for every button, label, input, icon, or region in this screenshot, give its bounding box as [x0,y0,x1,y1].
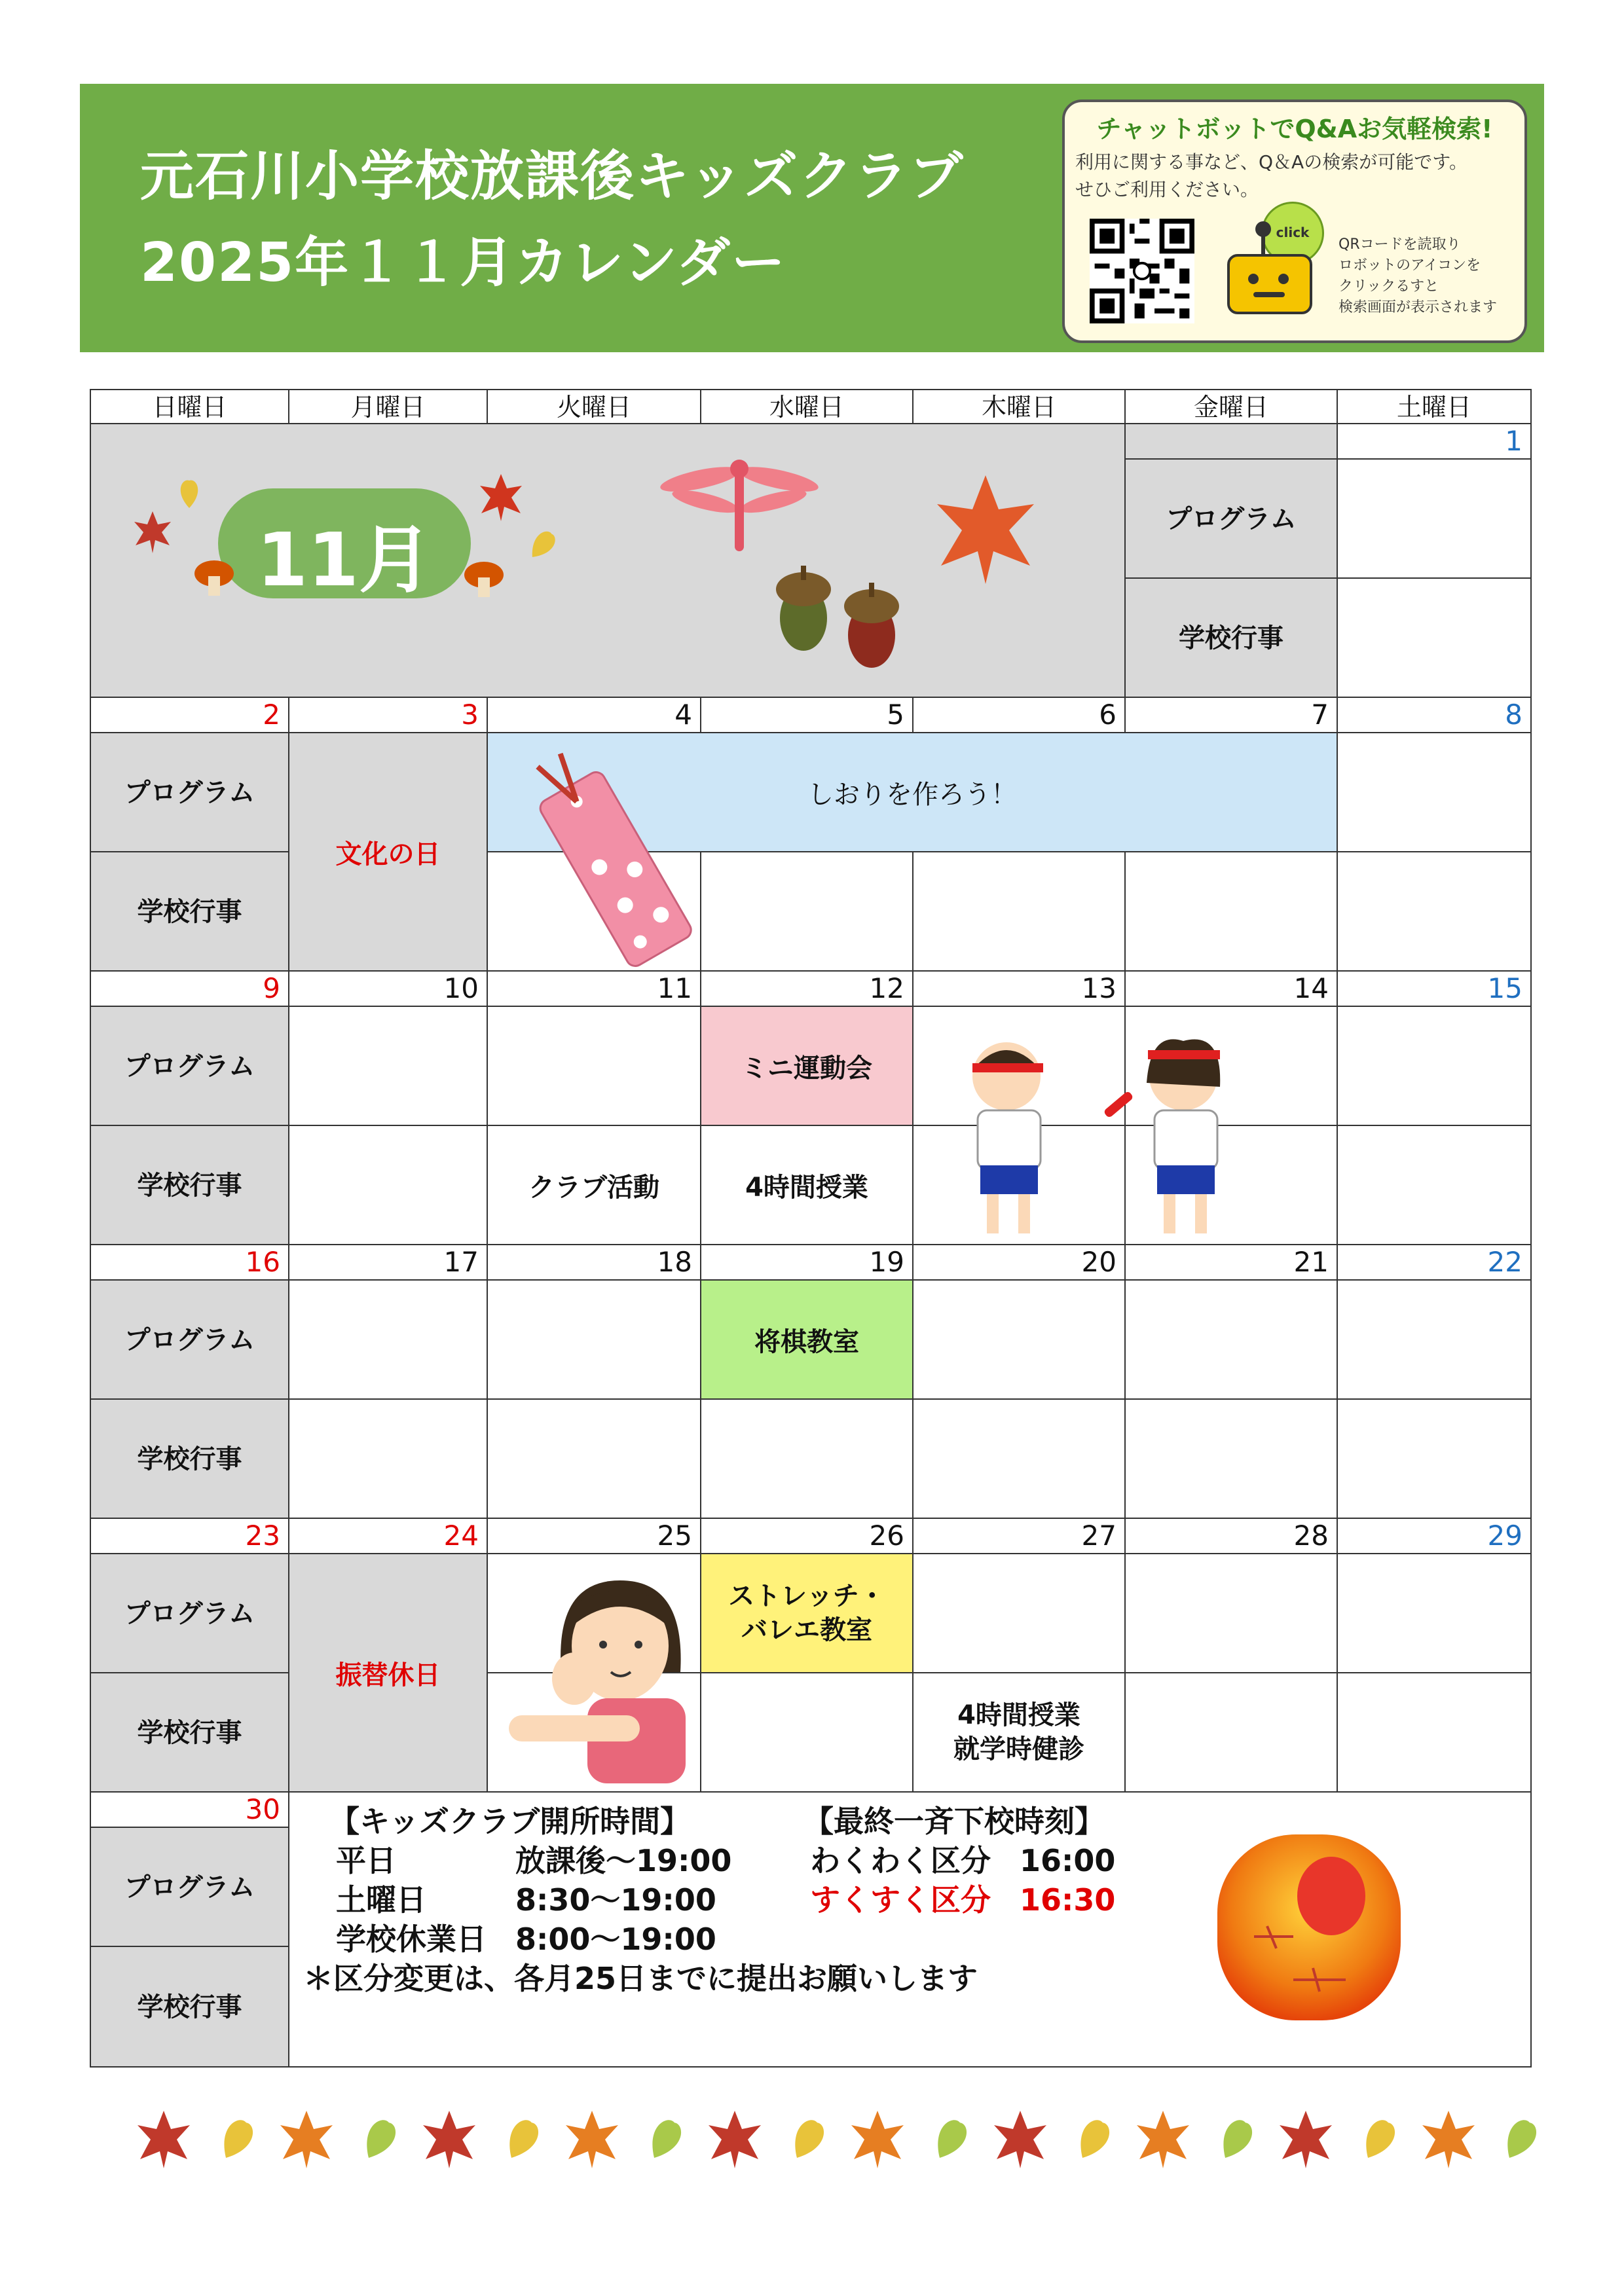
school-event-cell [288,1125,488,1245]
date-27: 27 [912,1518,1126,1554]
program-event-line1: ストレッチ・ [728,1581,885,1611]
bookmark-illustration [535,748,705,970]
row-label-program: プログラム [90,1006,289,1126]
mushroom-icon [464,562,504,597]
program-cell [912,1279,1126,1400]
date-7: 7 [1124,697,1338,733]
holiday-event: 振替休日 [288,1553,488,1793]
program-event: 将棋教室 [700,1279,913,1400]
school-event: クラブ活動 [487,1125,701,1245]
dismissal-label: すくすく区分 [810,1882,991,1918]
program-event: ミニ運動会 [700,1006,913,1126]
program-cell [1124,1553,1338,1673]
stretching-woman-illustration [509,1574,705,1783]
ginkgo-leaf-icon [1071,2116,1114,2164]
program-cell [487,1279,701,1400]
row-label-school: 学校行事 [90,1125,289,1245]
program-event [700,1553,913,1673]
autumn-illustration [90,423,1124,698]
program-cell [487,1006,701,1126]
school-event-cell [700,851,913,972]
maple-leaf-icon [937,475,1034,584]
weekday-wed: 水曜日 [700,389,913,424]
date-10: 10 [288,970,488,1007]
page-title: 元石川小学校放課後キッズクラブ [140,145,965,208]
date-21: 21 [1124,1244,1338,1281]
ginkgo-leaf-icon [181,480,198,508]
sunset-dragonfly-illustration [1215,1828,1405,2024]
date-9: 9 [90,970,289,1007]
mushroom-icon [194,560,234,596]
date-16: 16 [90,1244,289,1281]
chatbot-instruction-3: クリックるすと [1338,278,1439,295]
row-label-program: プログラム [90,1279,289,1400]
maple-leaf-icon [1422,2111,1475,2168]
maple-leaf-icon [138,2111,190,2168]
date-1: 1 [1337,423,1532,460]
school-event [912,1672,1126,1793]
maple-leaf-icon [709,2111,761,2168]
month-badge-text: 11月 [257,518,432,603]
weekday-sat: 土曜日 [1337,389,1532,424]
date-4: 4 [487,697,701,733]
date-3: 3 [288,697,488,733]
maple-leaf-icon [134,511,171,553]
school-event-cell [1337,1398,1532,1519]
weekday-sun: 日曜日 [90,389,289,424]
date-13: 13 [912,970,1126,1007]
school-event-cell [700,1672,913,1793]
robot-antenna [1261,230,1265,254]
date-2: 2 [90,697,289,733]
date-5: 5 [700,697,913,733]
date-12: 12 [700,970,913,1007]
runner-girl-icon [1103,1039,1220,1233]
school-event-cell [288,1398,488,1519]
weekday-mon: 月曜日 [288,389,488,424]
school-event-cell [487,1398,701,1519]
row-label-program: プログラム [1124,458,1338,579]
chatbot-instruction-2: ロボットのアイコンを [1338,257,1481,274]
maple-leaf-icon [280,2111,333,2168]
date-20: 20 [912,1244,1126,1281]
chatbot-desc-2: せひご利用ください。 [1075,179,1259,200]
leaf-border-decoration [144,2102,1545,2180]
school-event-cell [1337,851,1532,972]
chatbot-title: チャットボットでQ&Aお気軽検索! [1096,115,1493,143]
chatbot-box [1062,100,1527,343]
qr-code-icon[interactable] [1090,219,1194,323]
row-label-school: 学校行事 [90,851,289,972]
school-event-cell [1337,1672,1532,1793]
school-event-cell [1124,1398,1338,1519]
runner-boy-icon [972,1042,1043,1233]
page-subtitle: 2025年１１月カレンダー [140,232,786,294]
hours-label: 土曜日 [336,1882,426,1918]
robot-icon[interactable] [1227,254,1312,314]
school-event-cell [1337,577,1532,698]
school-event-line1: 4時間授業 [957,1700,1080,1730]
date-6: 6 [912,697,1126,733]
chatbot-instruction-1: QRコードを読取り [1338,236,1461,253]
date-28: 28 [1124,1518,1338,1554]
date-25: 25 [487,1518,701,1554]
row-label-program: プログラム [90,1553,289,1673]
row-label-school: 学校行事 [90,1946,289,2068]
hours-title: 【キッズクラブ開所時間】 [329,1804,691,1839]
school-event-cell [912,1398,1126,1519]
ginkgo-leaf-icon [643,2116,686,2164]
row-label-school: 学校行事 [90,1672,289,1793]
ginkgo-leaf-icon [786,2116,828,2164]
program-cell [288,1279,488,1400]
school-event-cell [700,1398,913,1519]
maple-leaf-icon [851,2111,904,2168]
program-cell [912,1553,1126,1673]
weekday-thu: 木曜日 [912,389,1126,424]
click-qa-badge: click [1261,202,1324,264]
program-cell [1124,1279,1338,1400]
weekday-fri: 金曜日 [1124,389,1338,424]
relay-runners-illustration [934,1037,1301,1247]
ginkgo-leaf-icon [1357,2116,1399,2164]
date-17: 17 [288,1244,488,1281]
ginkgo-leaf-icon [358,2116,400,2164]
program-cell [1337,1279,1532,1400]
maple-leaf-icon [480,474,522,521]
program-event: しおりを作ろう！ [487,732,1338,852]
acorn-icon [776,566,831,651]
date-15: 15 [1337,970,1532,1007]
dragonfly-icon [658,460,820,551]
row-label-school: 学校行事 [90,1398,289,1519]
ginkgo-leaf-icon [1214,2116,1257,2164]
chatbot-desc-1: 利用に関する事など、Q＆Aの検索が可能です。 [1075,151,1467,173]
program-cell [1337,458,1532,579]
date-23: 23 [90,1518,289,1554]
date-cell-blank [1124,423,1338,460]
holiday-event: 文化の日 [288,732,488,972]
maple-leaf-icon [1137,2111,1189,2168]
hours-value: 8:00～19:00 [515,1922,716,1957]
program-cell [1337,732,1532,852]
maple-leaf-icon [1280,2111,1332,2168]
school-event-cell [1124,1672,1338,1793]
ginkgo-leaf-icon [525,528,559,563]
program-cell [288,1006,488,1126]
school-event-cell [1337,1125,1532,1245]
dismissal-label: わくわく区分 [810,1843,991,1878]
row-label-school: 学校行事 [1124,577,1338,698]
change-note: ＊区分変更は、各月25日までに提出お願いします [303,1961,978,1996]
dismissal-time: 16:30 [1020,1882,1116,1918]
date-8: 8 [1337,697,1532,733]
maple-leaf-icon [994,2111,1046,2168]
ginkgo-leaf-icon [929,2116,971,2164]
program-event-line2: バレエ教室 [741,1615,872,1645]
chatbot-instruction-4: 検索画面が表示されます [1338,299,1498,316]
date-19: 19 [700,1244,913,1281]
program-cell [1337,1553,1532,1673]
date-18: 18 [487,1244,701,1281]
date-30: 30 [90,1791,289,1828]
maple-leaf-icon [423,2111,475,2168]
weekday-tue: 火曜日 [487,389,701,424]
date-26: 26 [700,1518,913,1554]
hours-value: 放課後～19:00 [515,1843,732,1878]
acorn-icon [844,583,899,668]
row-label-program: プログラム [90,1827,289,1947]
hours-value: 8:30～19:00 [515,1882,716,1918]
calendar-grid [90,389,1532,2068]
ginkgo-leaf-icon [500,2116,543,2164]
date-22: 22 [1337,1244,1532,1281]
ginkgo-leaf-icon [215,2116,257,2164]
maple-leaf-icon [566,2111,618,2168]
school-event: 4時間授業 [700,1125,913,1245]
program-cell [1337,1006,1532,1126]
school-event-line2: 就学時健診 [953,1734,1084,1764]
school-event-cell [912,851,1126,972]
hours-label: 学校休業日 [336,1922,487,1957]
school-event-cell [1124,851,1338,972]
dismissal-time: 16:00 [1020,1843,1116,1878]
dismissal-title: 【最終一斉下校時刻】 [803,1804,1105,1839]
ginkgo-leaf-icon [1498,2116,1541,2164]
hours-label: 平日 [336,1843,396,1878]
date-11: 11 [487,970,701,1007]
row-label-program: プログラム [90,732,289,852]
date-14: 14 [1124,970,1338,1007]
date-24: 24 [288,1518,488,1554]
date-29: 29 [1337,1518,1532,1554]
